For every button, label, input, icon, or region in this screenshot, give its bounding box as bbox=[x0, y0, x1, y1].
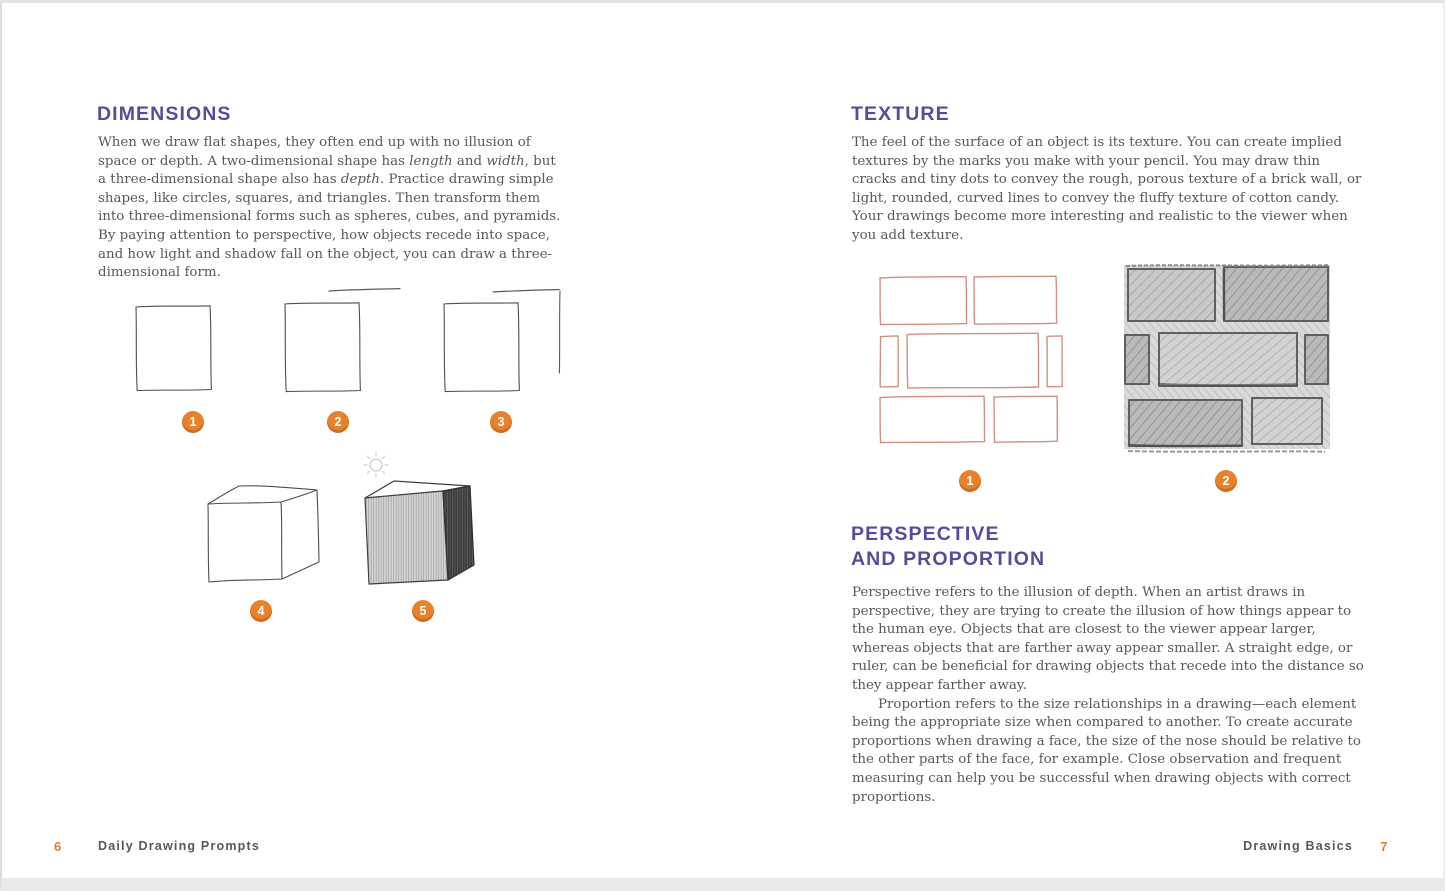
intro-text-2: and bbox=[452, 153, 487, 169]
perspective-paragraph-2: Proportion refers to the size relationships in a drawing—each element being the appropriate size when compared to another. To create accurate proportions when drawing a face, the size of the nose should be relative to the other parts of the face, for example. Close observation and frequent measuring can help you be successful when drawing objects with correct proportions. bbox=[852, 696, 1361, 805]
perspective-heading-line1: PERSPECTIVE bbox=[851, 523, 1000, 545]
step-badge-1 bbox=[182, 411, 204, 433]
step-badge-3 bbox=[490, 411, 512, 433]
texture-heading: TEXTURE bbox=[851, 103, 950, 125]
cube-shaded-figure bbox=[350, 441, 490, 591]
texture-step-badge-2 bbox=[1215, 470, 1237, 492]
step-number: 2 bbox=[334, 415, 342, 429]
cube-outline-figure bbox=[197, 473, 332, 591]
book-title: Daily Drawing Prompts bbox=[98, 839, 261, 853]
left-page-number: 6 bbox=[54, 839, 62, 854]
texture-text: The feel of the surface of an object is its texture. You can create implied textures by the marks you make with your pencil. You may draw thin cracks and tiny dots to convey the rough, porous texture of a brick wall, or light, rounded, curved lines to convey the fluffy texture of cotton candy. Your drawings become more interesting and realistic to the viewer when you add texture. bbox=[852, 135, 1362, 243]
right-page-number: 7 bbox=[1380, 839, 1388, 854]
step-badge-5 bbox=[412, 600, 434, 622]
square-step2-figure bbox=[272, 281, 407, 399]
step-number: 1 bbox=[189, 415, 197, 429]
intro-text-4: . Practice drawing simple shapes, like circles, squares, and triangles. Then transform them into three-dimensional forms such as spheres, cubes, and pyramids. By paying attention to perspective, how objects recede into space, and how light and shadow fall on the object, you can draw a three-dimensional form. bbox=[98, 172, 561, 281]
perspective-heading-line2: AND PROPORTION bbox=[851, 548, 1046, 570]
intro-text-1: When we draw flat shapes, they often end up with no illusion of space or depth. A two-dimensional shape has bbox=[98, 135, 531, 169]
brick-shaded-figure bbox=[1122, 263, 1334, 455]
square-step1-figure bbox=[127, 296, 222, 398]
sun-icon bbox=[364, 453, 388, 477]
step-number: 5 bbox=[419, 604, 427, 618]
brick-outline-figure bbox=[870, 266, 1070, 451]
step-badge-4 bbox=[250, 600, 272, 622]
step-number: 1 bbox=[966, 474, 974, 488]
intro-italic-width: width bbox=[486, 153, 525, 169]
step-number: 4 bbox=[257, 604, 265, 618]
intro-italic-length: length bbox=[409, 153, 453, 169]
texture-step-badge-1 bbox=[959, 470, 981, 492]
intro-text-3: , but a three-dimensional shape also has bbox=[98, 153, 556, 188]
step-number: 3 bbox=[497, 415, 505, 429]
chapter-title: Drawing Basics bbox=[1243, 839, 1353, 853]
step-number: 2 bbox=[1222, 474, 1230, 488]
intro-italic-depth: depth bbox=[340, 172, 380, 188]
step-badge-2 bbox=[327, 411, 349, 433]
dimensions-paragraph bbox=[98, 134, 566, 283]
texture-paragraph bbox=[852, 134, 1368, 246]
perspective-paragraph-1: Perspective refers to the illusion of depth. When an artist draws in perspective, they are trying to create the illusion of how things appear to the human eye. Objects that are closest to the viewer appear larger, whereas objects that are farther away appear smaller. A straight edge, or ruler, can be beneficial for drawing objects that recede into the distance so they appear farther away. bbox=[852, 585, 1364, 693]
dimensions-heading: DIMENSIONS bbox=[97, 103, 232, 125]
perspective-heading bbox=[851, 522, 1045, 572]
perspective-paragraphs bbox=[852, 584, 1368, 807]
square-step3-figure bbox=[432, 281, 572, 399]
